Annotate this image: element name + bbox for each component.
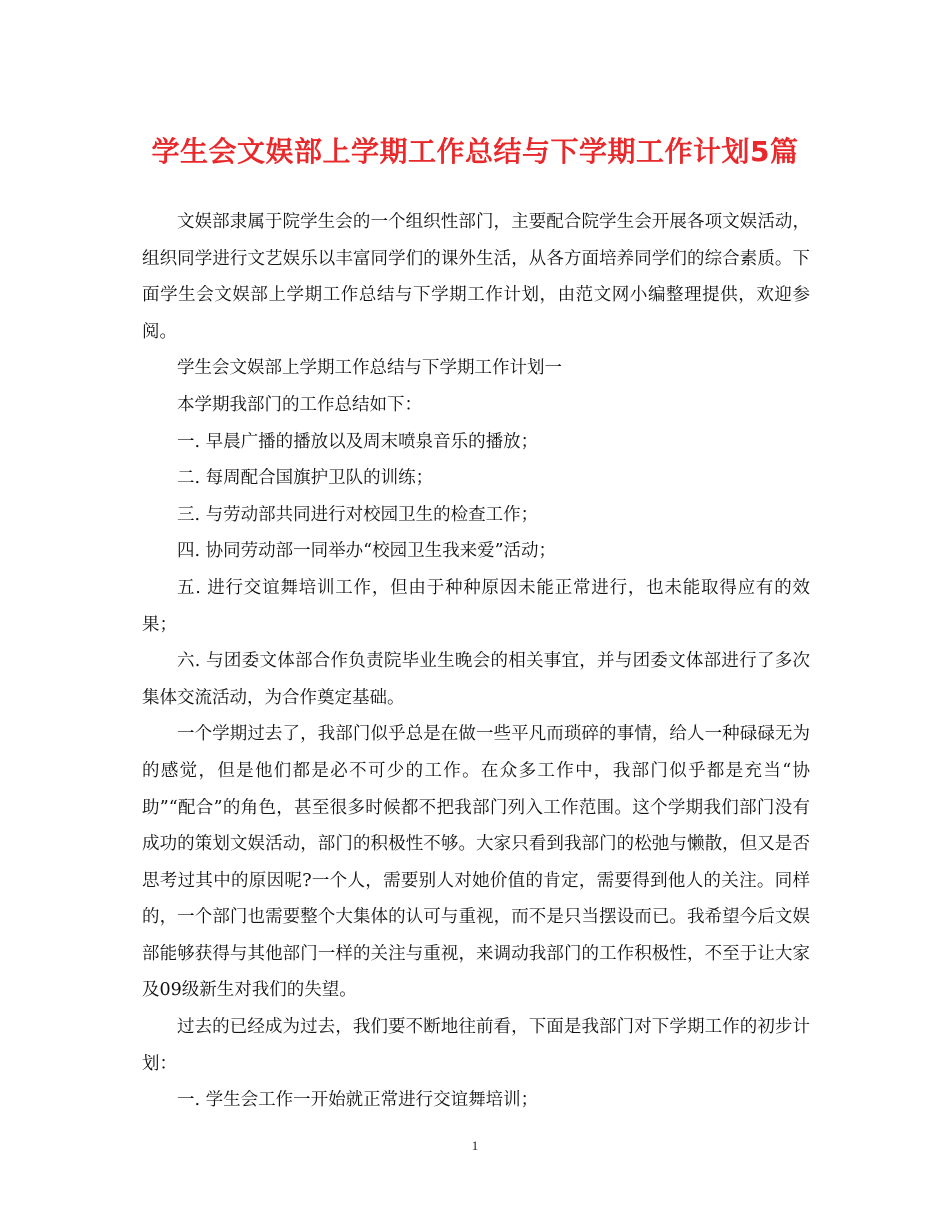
paragraph-section-heading: 学生会文娱部上学期工作总结与下学期工作计划一 xyxy=(177,358,562,379)
list-item: 二. 每周配合国旗护卫队的训练； xyxy=(177,468,434,489)
list-item: 五. 进行交谊舞培训工作，但由于种种原因未能正常进行，也未能取得应有的效果； xyxy=(142,577,810,635)
paragraph-summary-lead: 本学期我部门的工作总结如下： xyxy=(177,394,422,415)
list-item: 六. 与团委文体部合作负责院毕业生晚会的相关事宜，并与团委文体部进行了多次集体交流活动，为合作奠定基础。 xyxy=(142,651,810,708)
page-number: 1 xyxy=(471,1138,479,1153)
document-body xyxy=(142,204,810,1119)
document-title: 学生会文娱部上学期工作总结与下学期工作计划5篇 xyxy=(151,135,799,168)
list-item: 一. 学生会工作一开始就正常进行交谊舞培训； xyxy=(177,1090,539,1111)
list-item: 三. 与劳动部共同进行对校园卫生的检查工作； xyxy=(177,504,539,525)
paragraph-reflection: 一个学期过去了，我部门似乎总是在做一些平凡而琐碎的事情，给人一种碌碌无为的感觉，但是他们都是必不可少的工作。在众多工作中，我部门似乎都是充当“协助”“配合”的角色，甚至很多时候都不把我部门列入工作范围。这个学期我们部门没有成功的策划文娱活动，部门的积极性不够。大家只看到我部门的松弛与懒散，但又是否思考过其中的原因呢?一个人，需要别人对她价值的肯定，需要得到他人的关注。同样的，一个部门也需要整个大集体的认可与重视，而不是只当摆设而已。我希望今后文娱部能够获得与其他部门一样的关注与重视，来调动我部门的工作积极性，不至于让大家及09级新生对我们的失望。 xyxy=(142,724,810,1001)
paragraph-plan-lead: 过去的已经成为过去，我们要不断地往前看，下面是我部门对下学期工作的初步计划： xyxy=(142,1017,810,1074)
list-item: 一. 早晨广播的播放以及周末喷泉音乐的播放； xyxy=(177,431,539,452)
paragraph-intro: 文娱部隶属于院学生会的一个组织性部门，主要配合院学生会开展各项文娱活动，组织同学进行文艺娱乐以丰富同学们的课外生活，从各方面培养同学们的综合素质。下面学生会文娱部上学期工作总结与下学期工作计划，由范文网小编整理提供，欢迎参阅。 xyxy=(142,212,810,342)
list-item: 四. 协同劳动部一同举办“校园卫生我来爱”活动； xyxy=(177,541,557,562)
